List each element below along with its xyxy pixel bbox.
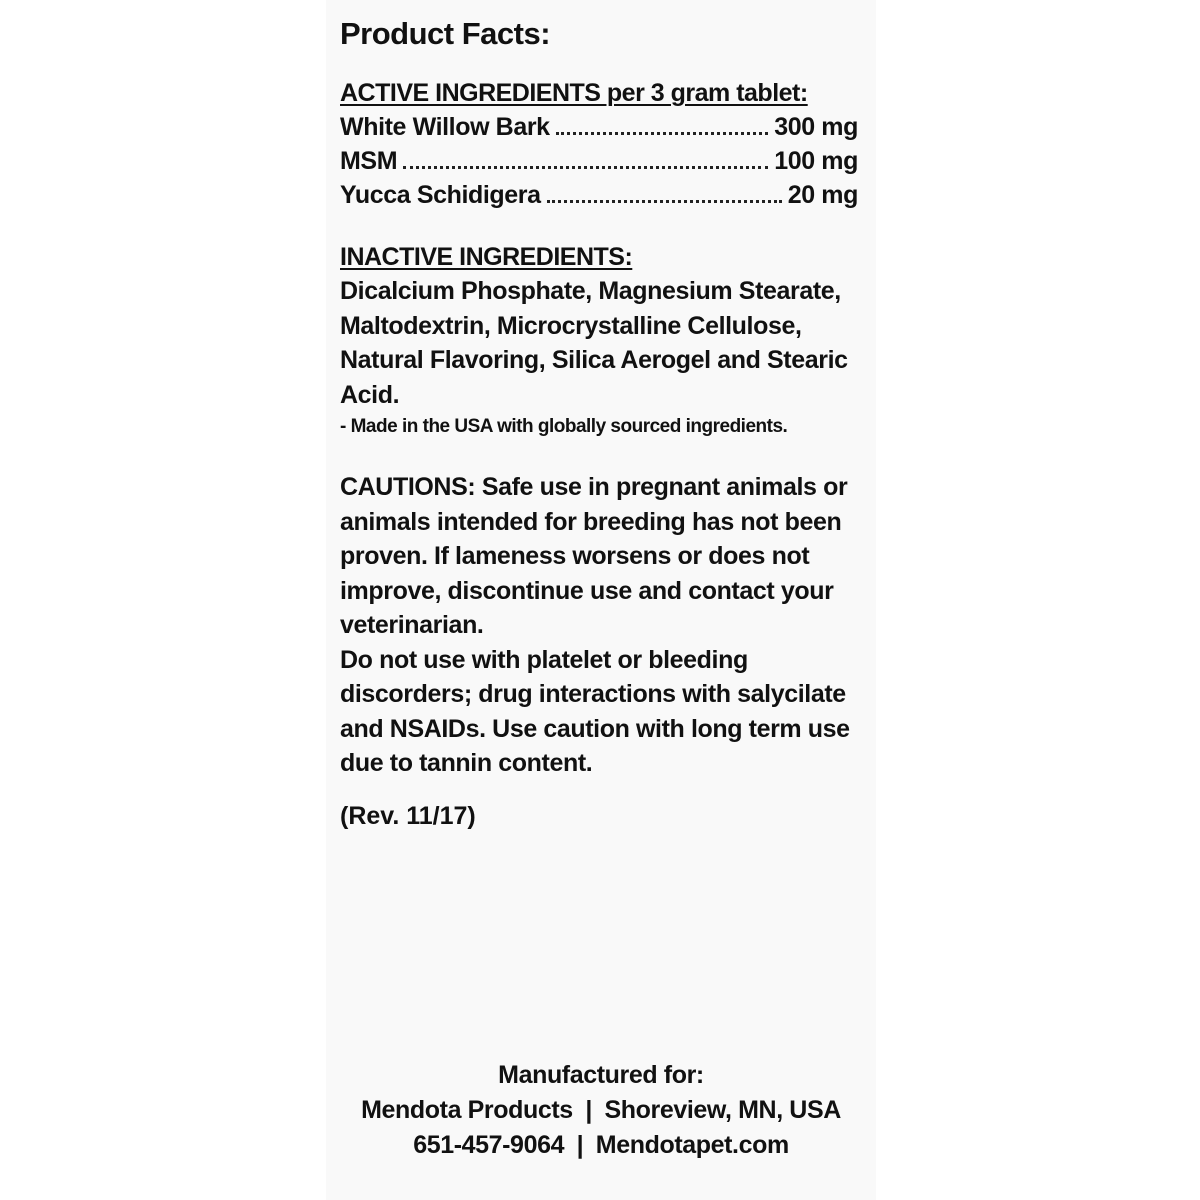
website: Mendotapet.com bbox=[595, 1131, 789, 1159]
cautions-section bbox=[340, 470, 870, 781]
product-facts-title: Product Facts: bbox=[340, 16, 551, 51]
inactive-ingredients-heading: INACTIVE INGREDIENTS: bbox=[340, 243, 633, 271]
active-ingredients-section bbox=[340, 76, 870, 212]
ingredient-name: Yucca Schidigera bbox=[340, 181, 541, 209]
manufacturer-contact-line bbox=[326, 1128, 876, 1163]
ingredient-amount: 300 mg bbox=[774, 113, 858, 141]
cautions-label: CAUTIONS: bbox=[340, 473, 476, 501]
ingredient-amount: 100 mg bbox=[774, 147, 858, 175]
inactive-ingredients-section bbox=[340, 240, 870, 442]
dot-leader bbox=[556, 132, 769, 135]
dot-leader bbox=[403, 166, 768, 169]
origin-note: - Made in the USA with globally sourced ingredients. bbox=[340, 416, 788, 437]
ingredient-row bbox=[340, 144, 858, 178]
cautions-text: Safe use in pregnant animals or animals intended for breeding has not been proven. If lameness worsens or does not improve, discontinue use and contact your veterinarian. bbox=[340, 473, 848, 639]
ingredient-amount: 20 mg bbox=[787, 181, 858, 209]
ingredient-name: White Willow Bark bbox=[340, 113, 550, 141]
company-location: Shoreview, MN, USA bbox=[604, 1096, 841, 1124]
ingredient-row bbox=[340, 110, 858, 144]
dot-leader bbox=[547, 200, 782, 203]
separator: | bbox=[585, 1096, 592, 1124]
product-facts-label bbox=[340, 14, 870, 833]
ingredient-name: MSM bbox=[340, 147, 398, 175]
active-ingredients-heading: ACTIVE INGREDIENTS per 3 gram tablet: bbox=[340, 79, 808, 107]
separator: | bbox=[576, 1131, 584, 1159]
inactive-ingredients-text: Dicalcium Phosphate, Magnesium Stearate, Maltodextrin, Microcrystalline Cellulose, Natural Flavoring, Silica Aerogel and Stearic Acid. bbox=[340, 277, 848, 409]
cautions-paragraph bbox=[340, 470, 870, 643]
revision-date: (Rev. 11/17) bbox=[340, 801, 476, 830]
ingredient-row bbox=[340, 178, 858, 212]
manufacturer-heading: Manufactured for: bbox=[498, 1061, 704, 1089]
phone-number: 651-457-9064 bbox=[413, 1131, 565, 1159]
manufacturer-company-line bbox=[326, 1093, 876, 1128]
company-name: Mendota Products bbox=[361, 1096, 573, 1124]
cautions-paragraph-2: Do not use with platelet or bleeding discorders; drug interactions with salycilate and NSAIDs. Use caution with long term use due to tannin content. bbox=[340, 645, 850, 777]
manufacturer-info bbox=[326, 1058, 876, 1163]
